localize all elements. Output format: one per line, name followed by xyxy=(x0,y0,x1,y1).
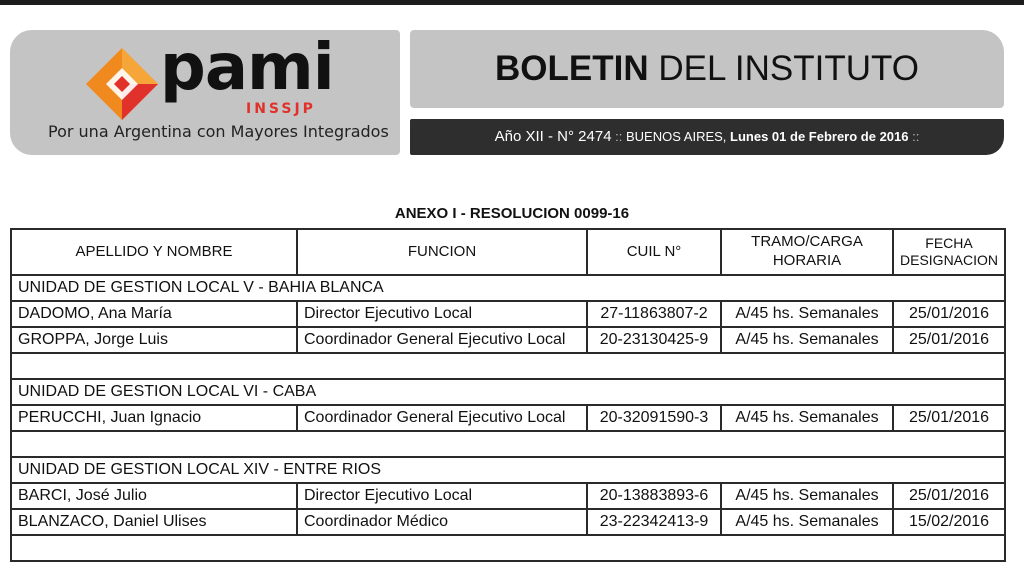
cell-tramo: A/45 hs. Semanales xyxy=(721,483,893,509)
table-row xyxy=(11,327,1005,353)
cell-funcion: Coordinador General Ejecutivo Local xyxy=(297,327,587,353)
unit-row xyxy=(11,457,1005,483)
col-header-name: APELLIDO Y NOMBRE xyxy=(11,229,297,275)
bulletin-title-bold: BOLETIN xyxy=(495,49,649,88)
issue-separator-end: :: xyxy=(908,129,920,144)
cell-cuil: 20-13883893-6 xyxy=(587,483,721,509)
cell-name: BARCI, José Julio xyxy=(11,483,297,509)
issue-date: Lunes 01 de Febrero de 2016 xyxy=(726,129,909,144)
inssjp-label: INSSJP xyxy=(246,101,316,117)
issue-city: BUENOS AIRES, xyxy=(626,129,727,144)
table-header-row xyxy=(11,229,1005,275)
spacer-cell xyxy=(11,535,1005,561)
anexo-title: ANEXO I - RESOLUCION 0099-16 xyxy=(394,205,630,222)
cell-cuil: 23-22342413-9 xyxy=(587,509,721,535)
designations-table xyxy=(10,228,1006,562)
issue-line xyxy=(410,119,1004,155)
cell-tramo: A/45 hs. Semanales xyxy=(721,301,893,327)
cell-fecha: 15/02/2016 xyxy=(893,509,1005,535)
cell-name: PERUCCHI, Juan Ignacio xyxy=(11,405,297,431)
spacer-cell xyxy=(11,353,1005,379)
issue-separator: :: xyxy=(611,129,626,144)
unit-row xyxy=(11,275,1005,301)
bulletin-title-panel xyxy=(410,30,1004,108)
logo-tagline: Por una Argentina con Mayores Integrados xyxy=(48,122,389,141)
table-row xyxy=(11,483,1005,509)
spacer-row xyxy=(11,431,1005,457)
cell-name: BLANZACO, Daniel Ulises xyxy=(11,509,297,535)
spacer-row xyxy=(11,535,1005,561)
table-row xyxy=(11,301,1005,327)
cell-cuil: 27-11863807-2 xyxy=(587,301,721,327)
col-header-fecha-line2: DESIGNACION xyxy=(900,252,999,268)
cell-tramo: A/45 hs. Semanales xyxy=(721,405,893,431)
cell-fecha: 25/01/2016 xyxy=(893,405,1005,431)
cell-fecha: 25/01/2016 xyxy=(893,327,1005,353)
col-header-fecha xyxy=(893,229,1005,275)
table-row xyxy=(11,509,1005,535)
cell-cuil: 20-23130425-9 xyxy=(587,327,721,353)
issue-number: Año XII - N° 2474 xyxy=(494,128,612,145)
spacer-cell xyxy=(11,431,1005,457)
cell-tramo: A/45 hs. Semanales xyxy=(721,509,893,535)
unit-label: UNIDAD DE GESTION LOCAL VI - CABA xyxy=(11,379,1005,405)
bulletin-title xyxy=(410,30,1004,108)
unit-label: UNIDAD DE GESTION LOCAL V - BAHIA BLANCA xyxy=(11,275,1005,301)
cell-name: DADOMO, Ana María xyxy=(11,301,297,327)
col-header-tramo xyxy=(721,229,893,275)
cell-fecha: 25/01/2016 xyxy=(893,483,1005,509)
top-border xyxy=(0,0,1024,5)
col-header-tramo-line1: TRAMO/CARGA xyxy=(751,233,863,251)
pami-diamond-logo-icon xyxy=(86,48,158,120)
issue-bar xyxy=(410,119,1004,155)
cell-name: GROPPA, Jorge Luis xyxy=(11,327,297,353)
cell-funcion: Director Ejecutivo Local xyxy=(297,301,587,327)
spacer-row xyxy=(11,353,1005,379)
cell-funcion: Director Ejecutivo Local xyxy=(297,483,587,509)
cell-funcion: Coordinador Médico xyxy=(297,509,587,535)
col-header-cuil: CUIL N° xyxy=(587,229,721,275)
col-header-fecha-line1: FECHA xyxy=(925,234,973,251)
cell-cuil: 20-32091590-3 xyxy=(587,405,721,431)
col-header-tramo-line2: HORARIA xyxy=(772,252,842,269)
pami-wordmark: pami xyxy=(160,31,334,105)
table-row xyxy=(11,405,1005,431)
cell-funcion: Coordinador General Ejecutivo Local xyxy=(297,405,587,431)
cell-tramo: A/45 hs. Semanales xyxy=(721,327,893,353)
cell-fecha: 25/01/2016 xyxy=(893,301,1005,327)
col-header-funcion: FUNCION xyxy=(297,229,587,275)
unit-row xyxy=(11,379,1005,405)
bulletin-title-rest: DEL INSTITUTO xyxy=(648,49,919,88)
unit-label: UNIDAD DE GESTION LOCAL XIV - ENTRE RIOS xyxy=(11,457,1005,483)
